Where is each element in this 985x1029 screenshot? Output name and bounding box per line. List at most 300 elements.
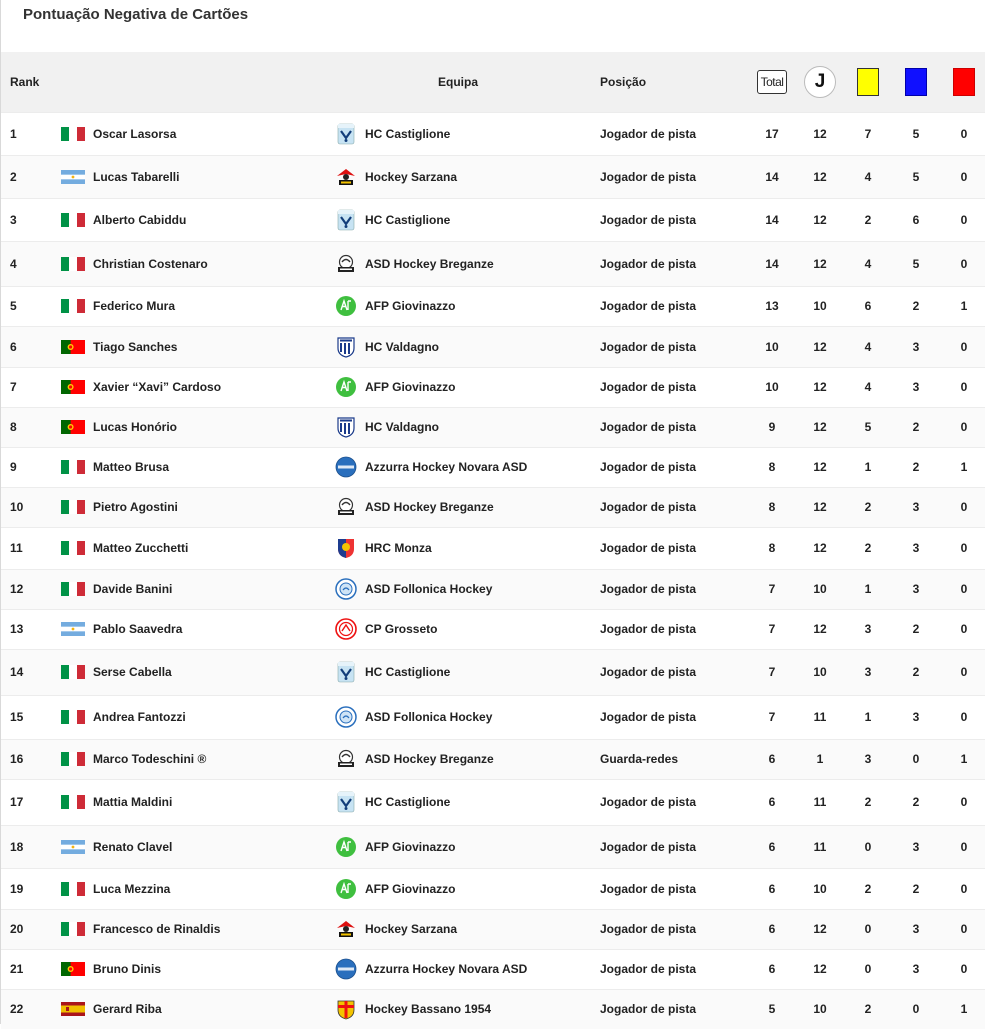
valdagno-logo-icon	[335, 336, 357, 358]
blue-cell: 2	[912, 622, 920, 636]
team-name[interactable]: HC Valdagno	[365, 420, 440, 434]
player-cell	[53, 695, 328, 739]
team-cell	[328, 909, 588, 949]
table-row[interactable]	[1, 286, 985, 326]
red-cell: 0	[960, 126, 968, 141]
blue-cell: 2	[912, 299, 920, 313]
yellow-cell: 0	[864, 962, 872, 976]
pt-flag-icon	[61, 962, 85, 976]
total-cell: 14	[765, 256, 779, 271]
red-cell: 0	[960, 922, 968, 936]
team-cell	[328, 649, 588, 695]
blue-cell: 6	[912, 212, 920, 227]
position-cell: Jogador de pista	[600, 622, 697, 636]
header-red[interactable]	[940, 52, 985, 112]
player-name[interactable]: Oscar Lasorsa	[93, 126, 177, 141]
it-flag-icon	[61, 752, 85, 766]
total-cell: 7	[768, 665, 776, 679]
blue-cell: 3	[912, 582, 920, 596]
hc-castiglione-logo-icon	[335, 661, 357, 683]
player-cell	[53, 949, 328, 989]
team-name[interactable]: HC Castiglione	[365, 795, 451, 809]
team-name[interactable]: AFP Giovinazzo	[365, 380, 456, 394]
table-row[interactable]	[1, 198, 985, 241]
blue-cell: 5	[912, 126, 920, 141]
player-cell	[53, 487, 328, 527]
games-cell: 12	[813, 460, 827, 474]
yellow-cell: 2	[864, 1002, 872, 1017]
hockey-sarzana-logo-icon	[335, 918, 357, 940]
breganze-logo-icon	[335, 253, 357, 275]
games-cell: 12	[813, 420, 827, 434]
yellow-cell: 3	[864, 752, 872, 766]
blue-cell: 0	[912, 752, 920, 766]
table-row[interactable]	[1, 695, 985, 739]
rank-cell: 20	[10, 922, 24, 936]
yellow-cell: 2	[864, 500, 872, 514]
player-name[interactable]: Mattia Maldini	[93, 795, 173, 809]
blue-cell: 3	[912, 922, 920, 936]
team-name[interactable]: HC Castiglione	[365, 212, 451, 227]
player-cell	[53, 286, 328, 326]
blue-cell: 3	[912, 710, 920, 724]
total-cell: 10	[765, 339, 779, 354]
position-cell: Jogador de pista	[600, 299, 697, 313]
team-cell	[328, 487, 588, 527]
yellow-cell: 4	[864, 339, 872, 354]
player-cell	[53, 779, 328, 825]
player-name[interactable]: Christian Costenaro	[93, 256, 208, 271]
hc-castiglione-logo-icon	[335, 209, 357, 231]
blue-cell: 3	[912, 500, 920, 514]
team-cell	[328, 825, 588, 868]
team-cell	[328, 241, 588, 286]
team-cell	[328, 779, 588, 825]
team-cell	[328, 989, 588, 1029]
table-row[interactable]	[1, 487, 985, 527]
it-flag-icon	[61, 922, 85, 936]
giovinazzo-logo-icon	[335, 878, 357, 900]
player-cell	[53, 326, 328, 367]
games-cell: 10	[813, 881, 827, 896]
player-name[interactable]: Andrea Fantozzi	[93, 710, 186, 724]
team-name[interactable]: Azzurra Hockey Novara ASD	[365, 962, 528, 976]
table-row[interactable]	[1, 241, 985, 286]
hc-castiglione-logo-icon	[335, 123, 357, 145]
table-row[interactable]	[1, 779, 985, 825]
games-cell: 10	[813, 582, 827, 596]
red-cell: 0	[960, 839, 968, 854]
rank-cell: 7	[10, 380, 17, 394]
yellow-cell: 1	[864, 582, 872, 596]
team-cell	[328, 527, 588, 569]
position-cell: Jogador de pista	[600, 795, 697, 809]
header-total[interactable]	[748, 52, 796, 112]
games-cell: 11	[813, 710, 827, 724]
position-cell: Jogador de pista	[600, 500, 697, 514]
position-cell: Jogador de pista	[600, 169, 697, 184]
red-cell: 0	[960, 881, 968, 896]
total-cell: 6	[768, 795, 776, 809]
games-cell: 12	[813, 500, 827, 514]
yellow-cell: 2	[864, 881, 872, 896]
table-row[interactable]	[1, 609, 985, 649]
table-header-row	[1, 52, 985, 112]
table-row[interactable]	[1, 112, 985, 155]
player-cell	[53, 868, 328, 909]
total-cell: 6	[768, 839, 776, 854]
yellow-cell: 6	[864, 299, 872, 313]
player-name[interactable]: Alberto Cabiddu	[93, 212, 187, 227]
player-cell	[53, 447, 328, 487]
grosseto-logo-icon	[335, 618, 357, 640]
blue-cell: 0	[912, 1002, 920, 1017]
team-name[interactable]: HRC Monza	[365, 541, 432, 555]
yellow-cell: 0	[864, 839, 872, 854]
yellow-cell: 1	[864, 460, 872, 474]
red-cell: 0	[960, 420, 968, 434]
yellow-cell: 3	[864, 665, 872, 679]
team-name[interactable]: HC Castiglione	[365, 126, 451, 141]
pt-flag-icon	[61, 420, 85, 434]
rank-cell: 8	[10, 420, 17, 434]
total-cell: 5	[768, 1002, 776, 1017]
team-name[interactable]: Azzurra Hockey Novara ASD	[365, 460, 528, 474]
player-name[interactable]: Pietro Agostini	[93, 500, 178, 514]
it-flag-icon	[61, 213, 85, 227]
position-cell: Jogador de pista	[600, 420, 697, 434]
valdagno-logo-icon	[335, 416, 357, 438]
es-flag-icon	[61, 1002, 85, 1016]
header-yellow[interactable]	[844, 52, 892, 112]
yellow-cell: 4	[864, 256, 872, 271]
total-cell: 8	[768, 500, 776, 514]
player-name[interactable]: Francesco de Rinaldis	[93, 922, 221, 936]
games-cell: 12	[813, 169, 827, 184]
novara-logo-icon	[335, 958, 357, 980]
table-row[interactable]	[1, 527, 985, 569]
position-cell: Jogador de pista	[600, 582, 697, 596]
hockey-sarzana-logo-icon	[335, 166, 357, 188]
red-cell: 0	[960, 256, 968, 271]
red-cell: 0	[960, 962, 968, 976]
team-name[interactable]: CP Grosseto	[365, 622, 438, 636]
blue-cell: 2	[912, 795, 920, 809]
table-body	[1, 112, 985, 1029]
team-cell	[328, 286, 588, 326]
player-name[interactable]: Tiago Sanches	[93, 339, 178, 354]
yellow-cell: 0	[864, 922, 872, 936]
team-cell	[328, 407, 588, 447]
rank-cell: 19	[10, 881, 24, 896]
position-cell: Jogador de pista	[600, 962, 697, 976]
rank-cell: 18	[10, 839, 24, 854]
table-row[interactable]	[1, 909, 985, 949]
games-played-icon: J	[804, 66, 836, 98]
blue-cell: 3	[912, 962, 920, 976]
yellow-card-icon	[857, 68, 879, 96]
team-cell	[328, 569, 588, 609]
total-icon: Total	[757, 70, 788, 94]
player-cell	[53, 407, 328, 447]
total-cell: 8	[768, 460, 776, 474]
team-cell	[328, 695, 588, 739]
player-cell	[53, 112, 328, 155]
table-row[interactable]	[1, 649, 985, 695]
position-cell: Jogador de pista	[600, 460, 697, 474]
it-flag-icon	[61, 665, 85, 679]
games-cell: 11	[813, 795, 827, 809]
ar-flag-icon	[61, 622, 85, 636]
player-name[interactable]: Serse Cabella	[93, 665, 172, 679]
team-name[interactable]: Hockey Sarzana	[365, 169, 458, 184]
header-position[interactable]: Posição	[600, 74, 647, 89]
team-cell	[328, 326, 588, 367]
table-row[interactable]	[1, 326, 985, 367]
it-flag-icon	[61, 299, 85, 313]
ar-flag-icon	[61, 840, 85, 854]
yellow-cell: 7	[864, 126, 872, 141]
blue-cell: 2	[912, 420, 920, 434]
games-cell: 12	[813, 962, 827, 976]
total-cell: 6	[768, 962, 776, 976]
total-cell: 7	[768, 710, 776, 724]
total-cell: 7	[768, 622, 776, 636]
table-row[interactable]	[1, 569, 985, 609]
it-flag-icon	[61, 541, 85, 555]
table-row[interactable]	[1, 447, 985, 487]
position-cell: Jogador de pista	[600, 339, 697, 354]
player-cell	[53, 241, 328, 286]
yellow-cell: 2	[864, 795, 872, 809]
rank-cell: 3	[10, 212, 17, 227]
table-row[interactable]	[1, 989, 985, 1029]
position-cell: Jogador de pista	[600, 1002, 697, 1017]
games-cell: 10	[813, 299, 827, 313]
red-cell: 1	[960, 299, 968, 313]
games-cell: 12	[813, 126, 827, 141]
team-name[interactable]: ASD Follonica Hockey	[365, 582, 493, 596]
total-cell: 14	[765, 212, 779, 227]
pt-flag-icon	[61, 340, 85, 354]
red-cell: 1	[960, 752, 968, 766]
player-name[interactable]: Bruno Dinis	[93, 962, 161, 976]
games-cell: 12	[813, 622, 827, 636]
player-name[interactable]: Federico Mura	[93, 299, 176, 313]
rank-cell: 22	[10, 1002, 24, 1017]
header-rank[interactable]: Rank	[10, 74, 40, 89]
team-name[interactable]: AFP Giovinazzo	[365, 839, 456, 854]
player-cell	[53, 527, 328, 569]
page-title: Pontuação Negativa de Cartões	[23, 6, 249, 23]
blue-cell: 3	[912, 541, 920, 555]
table-row[interactable]	[1, 739, 985, 779]
position-cell: Jogador de pista	[600, 881, 697, 896]
player-cell	[53, 609, 328, 649]
player-name[interactable]: Davide Banini	[93, 582, 173, 596]
table-row[interactable]	[1, 868, 985, 909]
total-cell: 13	[765, 299, 779, 313]
it-flag-icon	[61, 460, 85, 474]
team-name[interactable]: AFP Giovinazzo	[365, 881, 456, 896]
player-name[interactable]: Matteo Zucchetti	[93, 541, 189, 555]
table-row[interactable]	[1, 949, 985, 989]
giovinazzo-logo-icon	[335, 295, 357, 317]
giovinazzo-logo-icon	[335, 836, 357, 858]
red-cell: 0	[960, 541, 968, 555]
red-cell: 0	[960, 339, 968, 354]
player-name[interactable]: Luca Mezzina	[93, 881, 171, 896]
player-name[interactable]: Matteo Brusa	[93, 460, 170, 474]
yellow-cell: 2	[864, 541, 872, 555]
red-cell: 0	[960, 212, 968, 227]
total-cell: 6	[768, 922, 776, 936]
it-flag-icon	[61, 582, 85, 596]
player-cell	[53, 825, 328, 868]
blue-card-icon	[905, 68, 927, 96]
total-cell: 6	[768, 881, 776, 896]
blue-cell: 2	[912, 460, 920, 474]
pt-flag-icon	[61, 380, 85, 394]
player-cell	[53, 569, 328, 609]
yellow-cell: 3	[864, 622, 872, 636]
yellow-cell: 4	[864, 380, 872, 394]
rank-cell: 1	[10, 126, 17, 141]
team-name[interactable]: HC Valdagno	[365, 339, 440, 354]
red-cell: 0	[960, 665, 968, 679]
follonica-logo-icon	[335, 578, 357, 600]
team-name[interactable]: AFP Giovinazzo	[365, 299, 456, 313]
monza-logo-icon	[335, 537, 357, 559]
header-player	[53, 52, 328, 112]
position-cell: Jogador de pista	[600, 380, 697, 394]
table-row[interactable]	[1, 407, 985, 447]
rank-cell: 21	[10, 962, 24, 976]
position-cell: Jogador de pista	[600, 212, 697, 227]
team-cell	[328, 447, 588, 487]
blue-cell: 3	[912, 380, 920, 394]
rank-cell: 17	[10, 795, 24, 809]
rank-cell: 9	[10, 460, 17, 474]
it-flag-icon	[61, 257, 85, 271]
position-cell: Jogador de pista	[600, 256, 697, 271]
header-games[interactable]	[796, 52, 844, 112]
games-cell: 12	[813, 380, 827, 394]
player-cell	[53, 198, 328, 241]
games-cell: 12	[813, 212, 827, 227]
bassano-logo-icon	[335, 998, 357, 1020]
team-name[interactable]: ASD Hockey Breganze	[365, 256, 494, 271]
player-name[interactable]: Lucas Tabarelli	[93, 169, 180, 184]
position-cell: Jogador de pista	[600, 710, 697, 724]
team-name[interactable]: ASD Hockey Breganze	[365, 500, 494, 514]
team-cell	[328, 739, 588, 779]
position-cell: Jogador de pista	[600, 839, 697, 854]
red-cell: 0	[960, 500, 968, 514]
red-cell: 0	[960, 582, 968, 596]
team-name[interactable]: HC Castiglione	[365, 665, 451, 679]
player-name[interactable]: Xavier “Xavi” Cardoso	[93, 380, 222, 394]
red-card-icon	[953, 68, 975, 96]
total-cell: 7	[768, 582, 776, 596]
blue-cell: 5	[912, 256, 920, 271]
games-cell: 12	[813, 541, 827, 555]
games-cell: 11	[813, 839, 827, 854]
player-cell	[53, 909, 328, 949]
rank-cell: 6	[10, 339, 17, 354]
player-cell	[53, 367, 328, 407]
player-name[interactable]: Gerard Riba	[93, 1002, 162, 1017]
team-cell	[328, 949, 588, 989]
red-cell: 0	[960, 622, 968, 636]
giovinazzo-logo-icon	[335, 376, 357, 398]
team-name[interactable]: Hockey Bassano 1954	[365, 1002, 492, 1017]
team-cell	[328, 112, 588, 155]
follonica-logo-icon	[335, 706, 357, 728]
table-row[interactable]	[1, 825, 985, 868]
player-name[interactable]: Marco Todeschini ®	[93, 752, 207, 766]
player-name[interactable]: Lucas Honório	[93, 420, 178, 434]
it-flag-icon	[61, 500, 85, 514]
rank-cell: 15	[10, 710, 24, 724]
blue-cell: 5	[912, 169, 920, 184]
team-cell	[328, 609, 588, 649]
blue-cell: 3	[912, 839, 920, 854]
rank-cell: 4	[10, 256, 17, 271]
player-cell	[53, 989, 328, 1029]
games-cell: 10	[813, 1002, 827, 1017]
table-row[interactable]	[1, 367, 985, 407]
games-cell: 1	[816, 752, 824, 766]
red-cell: 1	[960, 460, 968, 474]
red-cell: 0	[960, 169, 968, 184]
total-cell: 9	[768, 420, 776, 434]
table-row[interactable]	[1, 155, 985, 198]
header-blue[interactable]	[892, 52, 940, 112]
player-name[interactable]: Pablo Saavedra	[93, 622, 183, 636]
yellow-cell: 4	[864, 169, 872, 184]
rank-cell: 14	[10, 665, 24, 679]
team-cell	[328, 155, 588, 198]
red-cell: 0	[960, 380, 968, 394]
hc-castiglione-logo-icon	[335, 791, 357, 813]
rank-cell: 11	[10, 541, 23, 555]
rank-cell: 5	[10, 299, 17, 313]
player-cell	[53, 739, 328, 779]
team-cell	[328, 367, 588, 407]
team-name[interactable]: Hockey Sarzana	[365, 922, 458, 936]
blue-cell: 2	[912, 665, 920, 679]
team-name[interactable]: ASD Hockey Breganze	[365, 752, 494, 766]
total-cell: 17	[765, 126, 779, 141]
team-name[interactable]: ASD Follonica Hockey	[365, 710, 493, 724]
games-cell: 12	[813, 339, 827, 354]
it-flag-icon	[61, 710, 85, 724]
player-name[interactable]: Renato Clavel	[93, 839, 173, 854]
rank-cell: 13	[10, 622, 24, 636]
total-cell: 10	[765, 380, 779, 394]
red-cell: 1	[960, 1002, 968, 1017]
player-cell	[53, 155, 328, 198]
red-cell: 0	[960, 795, 968, 809]
blue-cell: 2	[912, 881, 920, 896]
position-cell: Jogador de pista	[600, 541, 697, 555]
rank-cell: 16	[10, 752, 24, 766]
position-cell: Jogador de pista	[600, 126, 697, 141]
total-cell: 14	[765, 169, 779, 184]
yellow-cell: 5	[864, 420, 872, 434]
header-team[interactable]: Equipa	[437, 74, 478, 89]
